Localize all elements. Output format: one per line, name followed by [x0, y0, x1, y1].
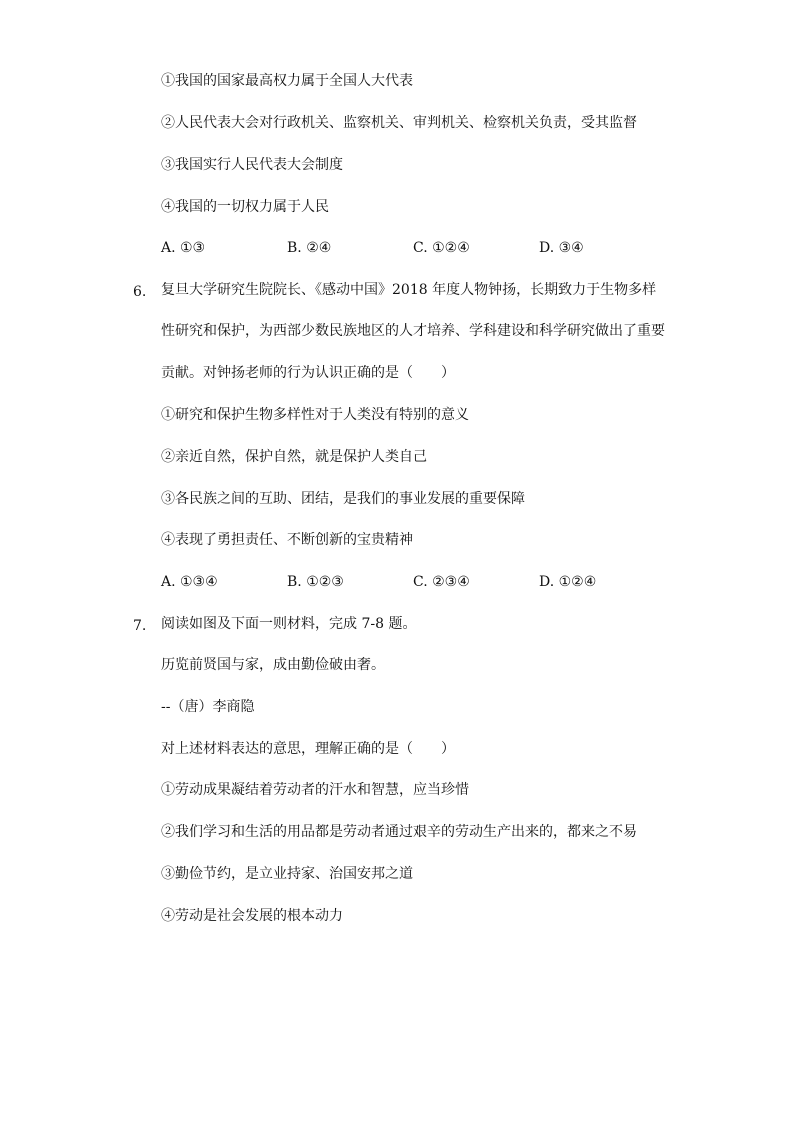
q7-statement-1: ①劳动成果凝结着劳动者的汗水和智慧，应当珍惜	[161, 782, 469, 798]
q5-statement-3: ③我国实行人民代表大会制度	[161, 157, 343, 173]
q6-option-a: A. ①③④	[161, 574, 218, 590]
q7-statement-2: ②我们学习和生活的用品都是劳动者通过艰辛的劳动生产出来的，都来之不易	[161, 824, 637, 840]
q6-option-c: C. ②③④	[413, 574, 470, 590]
q6-statement-3: ③各民族之间的互助、团结，是我们的事业发展的重要保障	[161, 491, 525, 507]
q6-stem-line-3: 贡献。对钟扬老师的行为认识正确的是（ ）	[161, 365, 455, 381]
q5-statement-2: ②人民代表大会对行政机关、监察机关、审判机关、检察机关负责，受其监督	[161, 115, 637, 131]
q7-number: 7.	[133, 618, 147, 634]
q6-stem-line-2: 性研究和保护，为西部少数民族地区的人才培养、学科建设和科学研究做出了重要	[161, 323, 665, 339]
q7-stem-line-2: 历览前贤国与家，成由勤俭破由奢。	[161, 657, 385, 673]
q6-option-b: B. ①②③	[287, 574, 344, 590]
q5-option-a: A. ①③	[161, 240, 206, 256]
q6-stem-line-1: 复旦大学研究生院院长、《感动中国》2018 年度人物钟扬，长期致力于生物多样	[161, 282, 657, 298]
q6-option-d: D. ①②④	[539, 574, 597, 590]
q5-option-b: B. ②④	[287, 240, 332, 256]
q6-statement-2: ②亲近自然，保护自然，就是保护人类自己	[161, 449, 427, 465]
q6-number: 6.	[133, 284, 147, 300]
q6-statement-1: ①研究和保护生物多样性对于人类没有特别的意义	[161, 407, 469, 423]
q5-option-d: D. ③④	[539, 240, 584, 256]
q5-statement-4: ④我国的一切权力属于人民	[161, 199, 329, 215]
q6-statement-4: ④表现了勇担责任、不断创新的宝贵精神	[161, 532, 413, 548]
q7-stem-line-1: 阅读如图及下面一则材料，完成 7-8 题。	[161, 616, 417, 632]
q5-statement-1: ①我国的国家最高权力属于全国人大代表	[161, 73, 413, 89]
q7-stem-line-4: 对上述材料表达的意思，理解正确的是（ ）	[161, 741, 455, 757]
q7-stem-line-3: --（唐）李商隐	[161, 699, 255, 715]
q5-option-c: C. ①②④	[413, 240, 470, 256]
q7-statement-3: ③勤俭节约，是立业持家、治国安邦之道	[161, 866, 413, 882]
q7-statement-4: ④劳动是社会发展的根本动力	[161, 908, 343, 924]
